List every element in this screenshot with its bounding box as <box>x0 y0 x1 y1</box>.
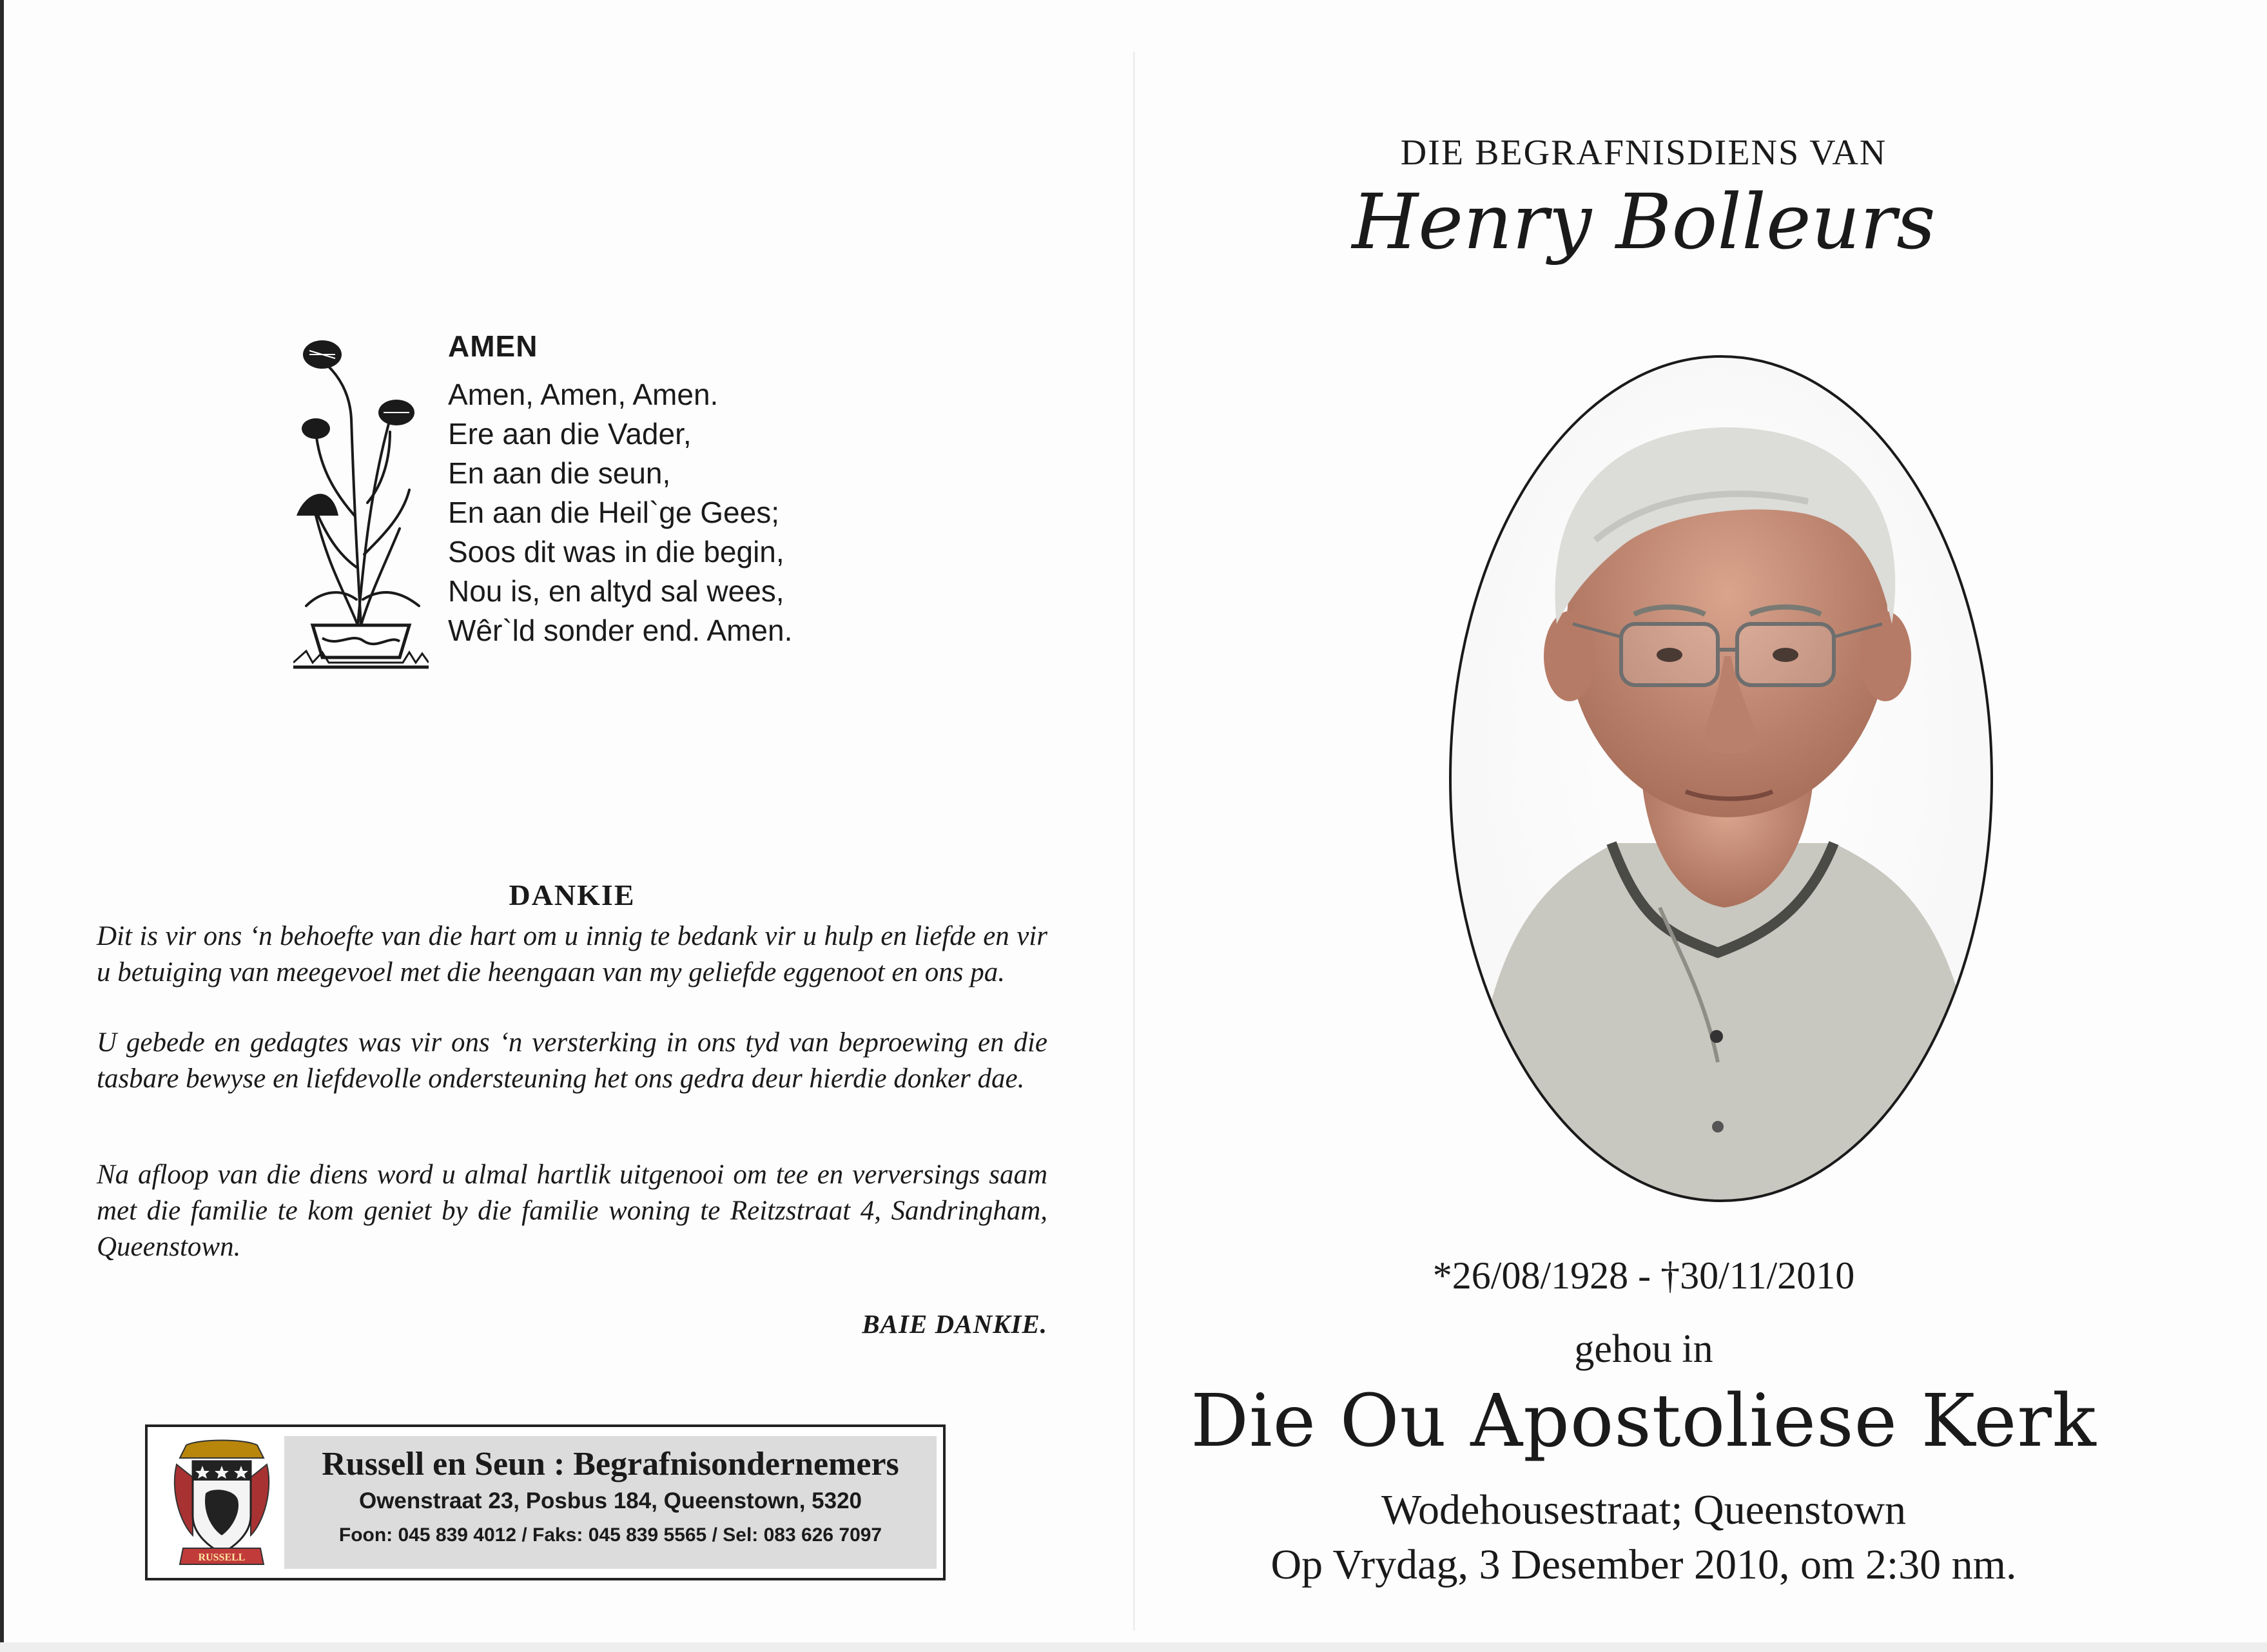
service-heading: DIE BEGRAFNISDIENS VAN <box>1400 133 1887 173</box>
crest-logo <box>173 1439 270 1571</box>
amen-line: Wêr`ld sonder end. Amen. <box>448 614 793 647</box>
amen-line: Soos dit was in die begin, <box>448 535 784 568</box>
deceased-name: Henry Bolleurs <box>1352 177 1936 266</box>
amen-prayer <box>448 329 899 650</box>
dankie-paragraph: U gebede en gedagtes was vir ons ‘n versterking in ons tyd van beproewing en die tasbare bewyse en liefdevolle ondersteuning het ons gedra deur hierdie donker dae. <box>97 1027 1047 1094</box>
crest-label: RUSSELL <box>198 1552 246 1563</box>
amen-line: Ere aan die Vader, <box>448 417 692 451</box>
undertaker-name: Russell en Seun : Begrafnisondernemers <box>322 1446 899 1482</box>
amen-line: Nou is, en altyd sal wees, <box>448 574 784 608</box>
dankie-title: DANKIE <box>509 879 636 911</box>
portrait-photo <box>1447 353 1995 1204</box>
birth-death-dates: *26/08/1928 - †30/11/2010 <box>1432 1254 1855 1297</box>
undertaker-details <box>284 1436 937 1569</box>
church-address: Wodehousestraat; Queenstown <box>1381 1486 1906 1533</box>
dankie-paragraph: Dit is vir ons ‘n behoefte van die hart om u innig te bedank vir u hulp en liefde en vir u betuiging van meegevoel met die heengaan van my geliefde eggenoot en ons pa. <box>97 921 1047 987</box>
held-in-label: gehou in <box>1574 1327 1713 1371</box>
baie-dankie: BAIE DANKIE. <box>862 1309 1047 1339</box>
service-date-time: Op Vrydag, 3 Desember 2010, om 2:30 nm. <box>1270 1541 2017 1588</box>
scan-bottom-edge <box>0 1642 2267 1652</box>
amen-line: En aan die seun, <box>448 456 671 490</box>
amen-title: AMEN <box>448 329 538 363</box>
undertaker-address: Owenstraat 23, Posbus 184, Queenstown, 5320 <box>358 1488 862 1513</box>
church-name: Die Ou Apostoliese Kerk <box>1191 1379 2097 1463</box>
undertaker-box <box>145 1424 946 1580</box>
scan-edge <box>0 0 4 1652</box>
amen-line: Amen, Amen, Amen. <box>448 378 719 411</box>
undertaker-phones: Foon: 045 839 4012 / Faks: 045 839 5565 / Sel: 083 626 7097 <box>338 1524 882 1546</box>
dankie-paragraph: Na afloop van die diens word u almal hartlik uitgenooi om tee en verversings saam met die familie te kom geniet by die familie woning te Reitzstraat 4, Sandringham, Queenstown. <box>97 1160 1047 1262</box>
amen-line: En aan die Heil`ge Gees; <box>448 496 779 529</box>
flower-illustration <box>293 322 429 670</box>
